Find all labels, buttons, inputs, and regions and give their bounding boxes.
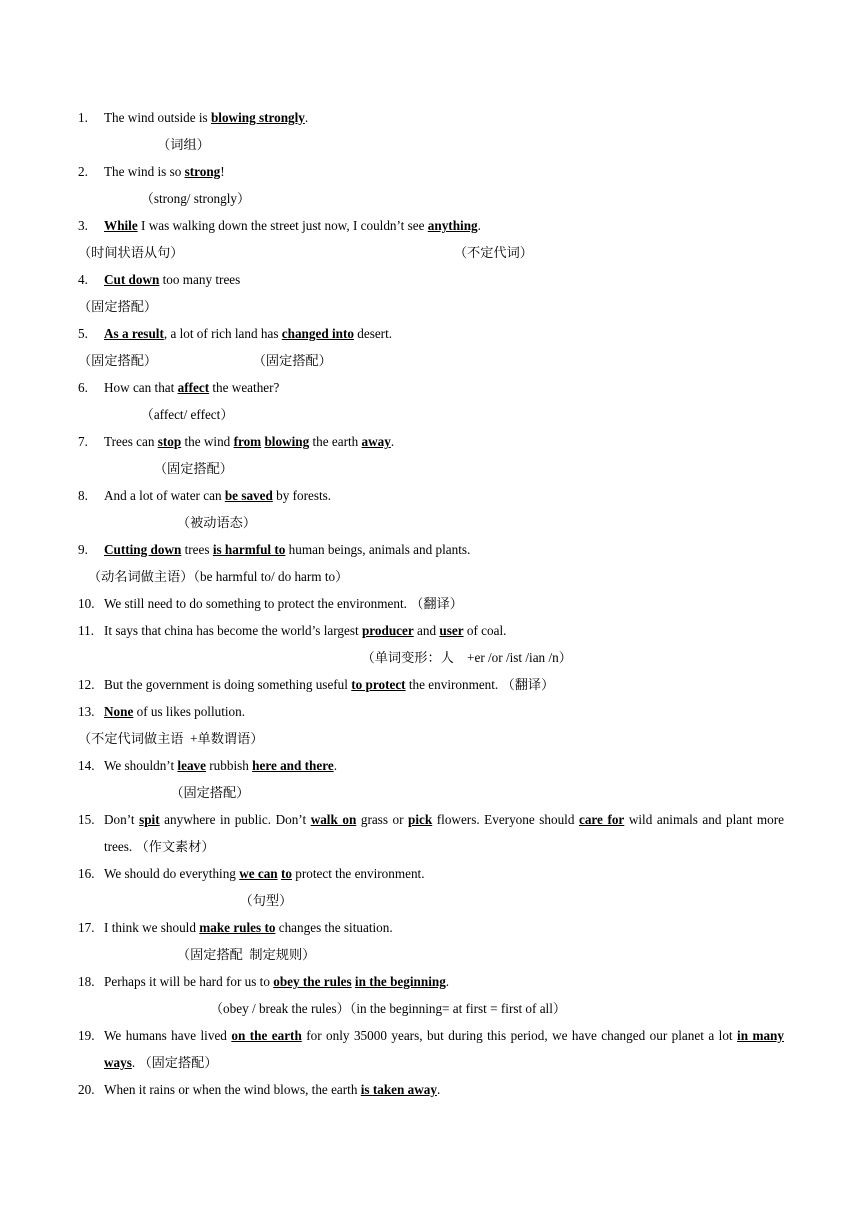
key-phrase: None	[104, 704, 134, 719]
sentence-text: for only 35000 years, but during this period, we have changed our planet a lot	[301, 1028, 738, 1043]
item-sentence	[104, 320, 784, 347]
sentence-text: The wind outside is	[104, 110, 211, 125]
sentence-text: of us likes pollution.	[133, 704, 246, 719]
item-number: 3.	[78, 218, 88, 233]
item-number: 2.	[78, 164, 88, 179]
item-sentence	[104, 1022, 784, 1076]
sentence-text: Trees can	[104, 434, 158, 449]
item-number: 20.	[78, 1082, 95, 1097]
key-phrase: pick	[408, 812, 433, 827]
list-item	[78, 212, 784, 239]
item-number: 10.	[78, 596, 95, 611]
list-item	[78, 482, 784, 509]
key-phrase: Cut down	[104, 272, 160, 287]
list-item	[78, 617, 784, 644]
sentence-text: . （固定搭配）	[131, 1055, 218, 1070]
key-phrase: leave	[177, 758, 206, 773]
key-phrase: stop	[157, 434, 182, 449]
list-item	[78, 428, 784, 455]
grammar-note: （obey / break the rules）（in the beginning= at first = first of all）	[78, 1001, 567, 1016]
grammar-note: （时间状语从句） （不定代词）	[78, 245, 533, 260]
key-phrase: here and there	[252, 758, 334, 773]
key-phrase: in the beginning	[354, 974, 446, 989]
list-item	[78, 320, 784, 347]
item-number: 4.	[78, 272, 88, 287]
sentence-text: .	[477, 218, 481, 233]
sentence-text: .	[304, 110, 309, 125]
list-item	[78, 266, 784, 293]
item-number: 1.	[78, 110, 88, 125]
sentence-text: the weather?	[209, 380, 280, 395]
item-number: 7.	[78, 434, 88, 449]
key-phrase: in many ways	[104, 1028, 784, 1070]
list-item	[78, 1022, 784, 1076]
list-item	[78, 914, 784, 941]
item-sentence	[104, 104, 784, 131]
item-number: 9.	[78, 542, 88, 557]
key-phrase: blowing strongly	[210, 110, 305, 125]
key-phrase: be saved	[224, 488, 273, 503]
sentence-text: , a lot of rich land has	[163, 326, 282, 341]
list-item	[78, 671, 784, 698]
sentence-text: .	[333, 758, 337, 773]
key-phrase: to protect	[351, 677, 406, 692]
item-sentence	[104, 212, 784, 239]
sentence-text: Perhaps it will be hard for us to	[104, 974, 274, 989]
item-sentence	[104, 428, 784, 455]
grammar-note: （strong/ strongly）	[78, 191, 251, 206]
key-phrase: affect	[177, 380, 210, 395]
item-number: 17.	[78, 920, 95, 935]
list-item	[78, 536, 784, 563]
sentence-text: desert.	[353, 326, 393, 341]
item-sentence	[104, 671, 784, 698]
list-item	[78, 968, 784, 995]
sentence-text: wild animals and plant more trees. （作文素材）	[104, 812, 785, 854]
sentence-text: human beings, animals and plants.	[285, 542, 471, 557]
sentence-text: And a lot of water can	[104, 488, 225, 503]
item-number: 19.	[78, 1028, 95, 1043]
sentence-text: It says that china has become the world’s largest	[104, 623, 362, 638]
list-item	[78, 752, 784, 779]
key-phrase: producer	[361, 623, 414, 638]
list-item	[78, 806, 784, 860]
item-number: 16.	[78, 866, 95, 881]
key-phrase: we can	[239, 866, 278, 881]
key-phrase: user	[439, 623, 464, 638]
key-phrase: changed into	[281, 326, 354, 341]
grammar-note: （固定搭配 制定规则）	[78, 947, 316, 962]
item-sentence	[104, 806, 784, 860]
key-phrase: from	[233, 434, 262, 449]
key-phrase: is harmful to	[212, 542, 286, 557]
item-number: 11.	[78, 623, 94, 638]
grammar-note: （不定代词做主语 +单数谓语）	[78, 731, 264, 746]
sentence-text: changes the situation.	[275, 920, 393, 935]
item-number: 12.	[78, 677, 95, 692]
sentence-text: We shouldn’t	[104, 758, 178, 773]
key-phrase: Cutting down	[104, 542, 182, 557]
item-number: 6.	[78, 380, 88, 395]
sentence-text: We humans have lived	[104, 1028, 232, 1043]
key-phrase: While	[104, 218, 138, 233]
sentence-text: .	[390, 434, 395, 449]
sentence-text: protect the environment.	[291, 866, 425, 881]
item-number: 15.	[78, 812, 95, 827]
key-phrase: is taken away	[360, 1082, 437, 1097]
key-phrase: away	[361, 434, 391, 449]
sentence-text: When it rains or when the wind blows, the earth	[104, 1082, 361, 1097]
grammar-note: （固定搭配）	[78, 299, 158, 314]
item-sentence	[104, 536, 784, 563]
sentence-text: flowers. Everyone should	[432, 812, 579, 827]
item-number: 14.	[78, 758, 95, 773]
item-sentence	[104, 374, 784, 401]
item-sentence	[104, 698, 784, 725]
key-phrase: anything	[427, 218, 478, 233]
key-phrase: on the earth	[231, 1028, 302, 1043]
item-sentence	[104, 752, 784, 779]
item-sentence	[104, 590, 784, 617]
grammar-note: （动名词做主语）（be harmful to/ do harm to）	[78, 569, 349, 584]
key-phrase: spit	[139, 812, 160, 827]
grammar-note: （词组）	[78, 137, 210, 152]
sentence-text: the wind	[181, 434, 234, 449]
key-phrase: to	[280, 866, 292, 881]
item-sentence	[104, 968, 784, 995]
item-number: 18.	[78, 974, 95, 989]
item-sentence	[104, 617, 784, 644]
key-phrase: obey the rules	[273, 974, 352, 989]
sentence-text: How can that	[104, 380, 178, 395]
exercise-list	[78, 104, 784, 1103]
sentence-text: anywhere in public. Don’t	[159, 812, 311, 827]
list-item	[78, 1076, 784, 1103]
sentence-text: .	[445, 974, 450, 989]
grammar-note: （单词变形：人 +er /or /ist /ian /n）	[78, 650, 572, 665]
sentence-text: rubbish	[205, 758, 253, 773]
sentence-text: The wind is so	[104, 164, 185, 179]
item-sentence	[104, 482, 784, 509]
item-number: 5.	[78, 326, 88, 341]
sentence-text: I think we should	[104, 920, 200, 935]
list-item	[78, 860, 784, 887]
sentence-text: Don’t	[104, 812, 140, 827]
sentence-text: and	[413, 623, 440, 638]
key-phrase: make rules to	[199, 920, 276, 935]
sentence-text: I was walking down the street just now, I couldn’t see	[137, 218, 428, 233]
item-number: 8.	[78, 488, 88, 503]
grammar-note: （被动语态）	[78, 515, 257, 530]
item-sentence	[104, 158, 784, 185]
grammar-note: （固定搭配）	[78, 461, 233, 476]
item-sentence	[104, 914, 784, 941]
grammar-note: （affect/ effect）	[78, 407, 234, 422]
sentence-text: the environment. （翻译）	[405, 677, 555, 692]
sentence-text: of coal.	[463, 623, 507, 638]
sentence-text: trees	[181, 542, 213, 557]
grammar-note: （句型）	[78, 893, 293, 908]
item-number: 13.	[78, 704, 95, 719]
list-item	[78, 104, 784, 131]
key-phrase: walk on	[310, 812, 357, 827]
grammar-note: （固定搭配） （固定搭配）	[78, 353, 332, 368]
item-sentence	[104, 860, 784, 887]
key-phrase: care for	[578, 812, 625, 827]
sentence-text: too many trees	[159, 272, 241, 287]
key-phrase: As a result	[104, 326, 164, 341]
sentence-text: by forests.	[272, 488, 332, 503]
sentence-text: !	[220, 164, 225, 179]
list-item	[78, 158, 784, 185]
list-item	[78, 374, 784, 401]
sentence-text: the earth	[309, 434, 362, 449]
list-item	[78, 698, 784, 725]
list-item	[78, 590, 784, 617]
item-sentence	[104, 1076, 784, 1103]
sentence-text: grass or	[356, 812, 409, 827]
sentence-text: We still need to do something to protect the environment. （翻译）	[104, 596, 463, 611]
sentence-text: But the government is doing something useful	[104, 677, 352, 692]
key-phrase: strong	[184, 164, 221, 179]
key-phrase: blowing	[264, 434, 310, 449]
sentence-text: We should do everything	[104, 866, 240, 881]
grammar-note: （固定搭配）	[78, 785, 250, 800]
sentence-text: .	[436, 1082, 441, 1097]
item-sentence	[104, 266, 784, 293]
